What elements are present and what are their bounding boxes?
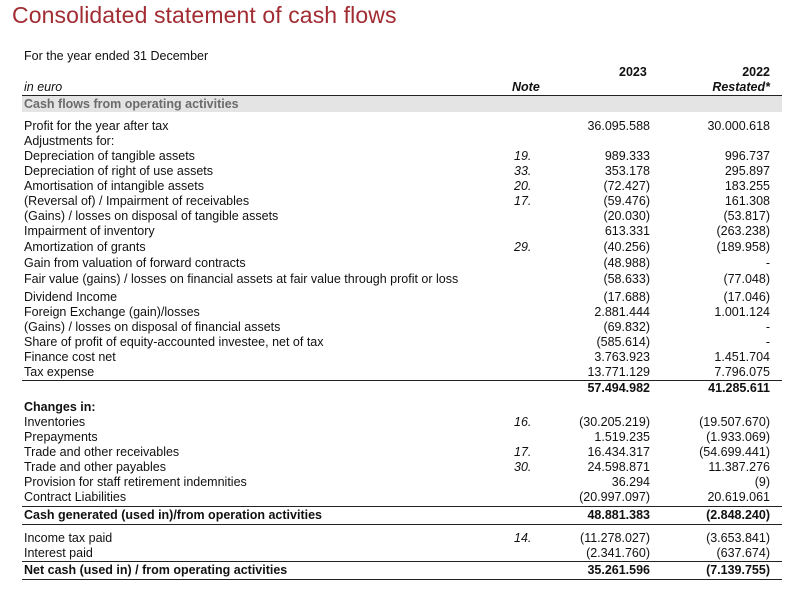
row-value-2023: 2.881.444 <box>594 305 650 319</box>
total-rule <box>22 561 782 562</box>
table-row <box>0 240 800 255</box>
table-row <box>0 305 800 320</box>
row-value-2023: (69.832) <box>603 320 650 334</box>
row-value-2023: (48.988) <box>603 256 650 270</box>
row-label: Amortisation of intangible assets <box>24 179 204 193</box>
column-header-note: Note <box>512 80 540 94</box>
column-header-2023: 2023 <box>619 65 647 79</box>
row-value-2023: (585.614) <box>596 335 650 349</box>
row-note: 17. <box>514 445 532 459</box>
row-label: Income tax paid <box>24 531 113 545</box>
row-note: 16. <box>514 415 532 429</box>
row-value-2023: 13.771.129 <box>587 365 650 379</box>
row-label: Prepayments <box>24 430 98 444</box>
table-row <box>0 490 800 505</box>
row-value-2022: 30.000.618 <box>707 119 770 133</box>
subtotal-row <box>0 508 800 523</box>
row-value-2022: (54.699.441) <box>699 445 770 459</box>
row-value-2022: 20.619.061 <box>707 490 770 504</box>
row-value-2022: (189.958) <box>716 240 770 254</box>
row-label: Share of profit of equity-accounted investee, net of tax <box>24 335 324 349</box>
period-label: For the year ended 31 December <box>24 49 209 63</box>
row-value-2022: 996.737 <box>724 149 770 163</box>
row-label: Profit for the year after tax <box>24 119 169 133</box>
row-value-2022: (9) <box>754 475 770 489</box>
row-label: Trade and other receivables <box>24 445 180 459</box>
table-row <box>0 290 800 305</box>
column-header-restated: Restated* <box>712 80 770 94</box>
row-value-2022: - <box>765 320 770 334</box>
row-value-2022: (263.238) <box>716 224 770 238</box>
row-label: Finance cost net <box>24 350 116 364</box>
row-note: 33. <box>514 164 532 178</box>
row-value-2023: 24.598.871 <box>587 460 650 474</box>
table-row <box>0 460 800 475</box>
row-value-2022: (1.933.069) <box>706 430 770 444</box>
row-label: Provision for staff retirement indemnities <box>24 475 247 489</box>
row-label: (Gains) / losses on disposal of tangible assets <box>24 209 279 223</box>
table-row <box>0 475 800 490</box>
row-label: Changes in: <box>24 400 96 414</box>
row-value-2023: (72.427) <box>603 179 650 193</box>
table-row <box>0 445 800 460</box>
row-value-2023: 353.178 <box>604 164 650 178</box>
table-row <box>0 350 800 365</box>
row-label: Adjustments for: <box>24 134 115 148</box>
row-note: 17. <box>514 194 532 208</box>
row-value-2023: 48.881.383 <box>587 508 650 522</box>
row-value-2022: (3.653.841) <box>706 531 770 545</box>
unit-label: in euro <box>24 80 63 94</box>
total-rule <box>22 579 782 580</box>
row-value-2023: 36.095.588 <box>587 119 650 133</box>
table-row <box>0 119 800 134</box>
row-value-2023: (11.278.027) <box>580 531 650 545</box>
table-row <box>0 164 800 179</box>
subtotal-row <box>0 381 800 396</box>
row-value-2022: 183.255 <box>724 179 770 193</box>
row-value-2023: (2.341.760) <box>586 546 650 560</box>
table-row <box>0 224 800 239</box>
row-value-2023: (59.476) <box>603 194 650 208</box>
row-label: Foreign Exchange (gain)/losses <box>24 305 200 319</box>
row-value-2022: - <box>765 335 770 349</box>
row-value-2023: (40.256) <box>603 240 650 254</box>
table-row <box>0 256 800 271</box>
row-value-2022: (53.817) <box>723 209 770 223</box>
table-row <box>0 531 800 546</box>
row-value-2022: 1.451.704 <box>714 350 770 364</box>
row-value-2022: (2.848.240) <box>706 508 770 522</box>
page-title: Consolidated statement of cash flows <box>12 2 397 28</box>
row-value-2023: (30.205.219) <box>579 415 650 429</box>
row-note: 20. <box>514 179 532 193</box>
row-value-2023: 57.494.982 <box>587 381 650 395</box>
row-value-2022: (19.507.670) <box>699 415 770 429</box>
table-row <box>0 320 800 335</box>
row-label: Dividend Income <box>24 290 118 304</box>
row-value-2022: (77.048) <box>723 272 770 286</box>
row-value-2022: 161.308 <box>724 194 770 208</box>
row-note: 30. <box>514 460 532 474</box>
table-row <box>0 400 800 415</box>
section-operating <box>22 96 782 112</box>
subtotal-rule <box>22 524 782 525</box>
row-value-2023: 36.294 <box>611 475 650 489</box>
row-label: Net cash (used in) / from operating activities <box>24 563 288 577</box>
row-label: Depreciation of tangible assets <box>24 149 195 163</box>
row-value-2022: (637.674) <box>716 546 770 560</box>
table-row <box>0 134 800 149</box>
column-header-2022: 2022 <box>742 65 770 79</box>
row-label: Inventories <box>24 415 86 429</box>
row-value-2022: 1.001.124 <box>714 305 770 319</box>
table-row <box>0 272 800 287</box>
subtotal-rule <box>22 506 782 507</box>
row-label: Cash generated (used in)/from operation activities <box>24 508 322 522</box>
row-label: Gain from valuation of forward contracts <box>24 256 246 270</box>
table-row <box>0 179 800 194</box>
row-label: Amortization of grants <box>24 240 146 254</box>
row-value-2022: 41.285.611 <box>708 381 770 395</box>
row-value-2023: 3.763.923 <box>594 350 650 364</box>
row-value-2023: 1.519.235 <box>594 430 650 444</box>
total-row <box>0 563 800 578</box>
row-value-2023: (20.030) <box>603 209 650 223</box>
row-value-2022: (7.139.755) <box>706 563 770 577</box>
table-row <box>0 546 800 561</box>
row-label: Impairment of inventory <box>24 224 155 238</box>
row-label: (Gains) / losses on disposal of financial assets <box>24 320 281 334</box>
row-value-2022: 11.387.276 <box>708 460 770 474</box>
row-note: 19. <box>514 149 532 163</box>
row-label: (Reversal of) / Impairment of receivables <box>24 194 250 208</box>
table-row <box>0 194 800 209</box>
row-note: 29. <box>514 240 532 254</box>
row-value-2023: 989.333 <box>604 149 650 163</box>
row-note: 14. <box>514 531 532 545</box>
table-row <box>0 415 800 430</box>
row-value-2023: (17.688) <box>603 290 650 304</box>
row-label: Interest paid <box>24 546 93 560</box>
row-value-2022: (17.046) <box>723 290 770 304</box>
table-row <box>0 430 800 445</box>
row-label: Contract Liabilities <box>24 490 127 504</box>
row-value-2023: (20.997.097) <box>579 490 650 504</box>
section-title: Cash flows from operating activities <box>24 97 239 111</box>
row-value-2023: 16.434.317 <box>587 445 650 459</box>
row-value-2023: 613.331 <box>604 224 650 238</box>
row-label: Fair value (gains) / losses on financial assets at fair value through profit or loss <box>24 272 459 286</box>
row-label: Tax expense <box>24 365 95 379</box>
row-value-2022: - <box>765 256 770 270</box>
row-label: Depreciation of right of use assets <box>24 164 213 178</box>
row-value-2023: 35.261.596 <box>587 563 650 577</box>
row-value-2022: 295.897 <box>724 164 770 178</box>
table-row <box>0 149 800 164</box>
row-label: Trade and other payables <box>24 460 166 474</box>
row-value-2022: 7.796.075 <box>714 365 770 379</box>
table-row <box>0 209 800 224</box>
table-row <box>0 365 800 380</box>
table-row <box>0 335 800 350</box>
row-value-2023: (58.633) <box>603 272 650 286</box>
